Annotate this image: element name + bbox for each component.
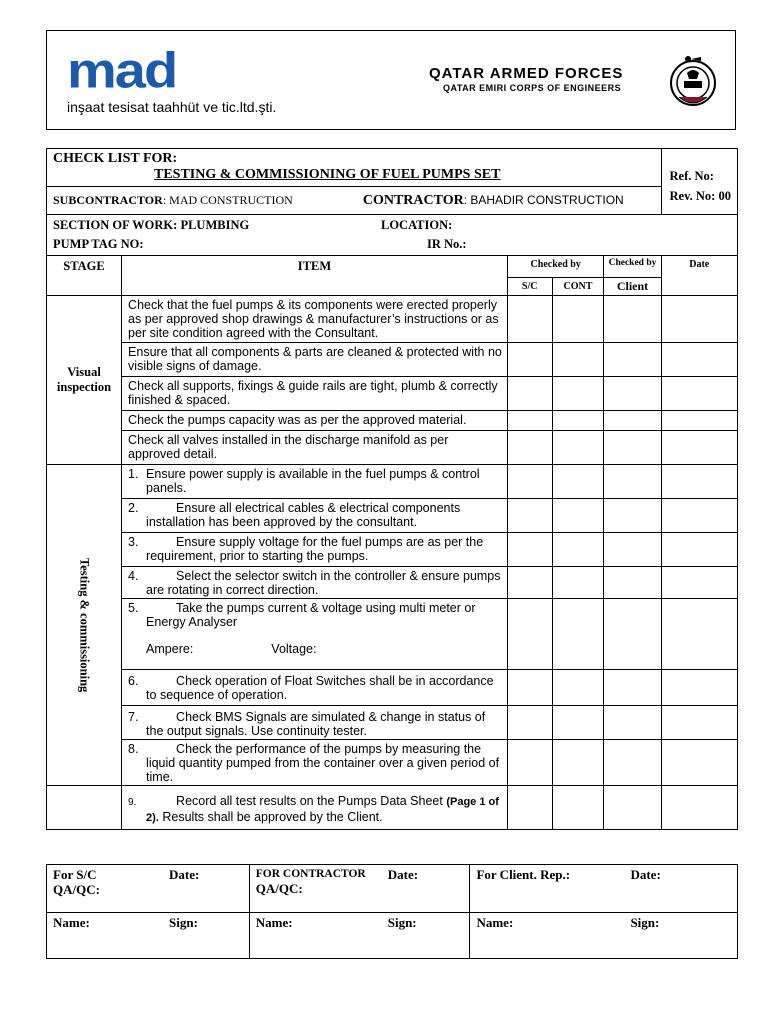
cont-check-cell[interactable] bbox=[552, 533, 604, 567]
sc-check-cell[interactable] bbox=[507, 296, 552, 343]
cont-check-cell[interactable] bbox=[552, 499, 604, 533]
voltage-label: Voltage: bbox=[271, 642, 317, 656]
stage-column-header: STAGE bbox=[47, 256, 122, 296]
testing-item-1 bbox=[122, 465, 508, 499]
sc-check-cell[interactable] bbox=[507, 670, 552, 706]
section-of-work: SECTION OF WORK: PLUMBING bbox=[53, 218, 250, 232]
stage-visual-inspection: Visual inspection bbox=[47, 296, 122, 465]
contractor-sign-label: Sign: bbox=[387, 915, 417, 930]
client-check-cell[interactable] bbox=[604, 670, 661, 706]
ampere-label: Ampere: bbox=[146, 642, 194, 656]
document-header bbox=[46, 30, 736, 130]
cont-check-cell[interactable] bbox=[552, 465, 604, 499]
date-cell[interactable] bbox=[661, 499, 738, 533]
testing-item-5 bbox=[122, 599, 508, 670]
date-cell[interactable] bbox=[661, 296, 738, 343]
date-cell[interactable] bbox=[661, 533, 738, 567]
sc-qaqc-cell[interactable] bbox=[47, 865, 250, 913]
stage-testing-commissioning-cell bbox=[47, 465, 122, 786]
cont-check-cell[interactable] bbox=[552, 599, 604, 670]
item-number: 7. bbox=[128, 710, 139, 724]
date-cell[interactable] bbox=[661, 599, 738, 670]
date-cell[interactable] bbox=[661, 465, 738, 499]
item-number: 6. bbox=[128, 674, 139, 688]
ref-rev-cell bbox=[661, 149, 738, 215]
ir-no-label: IR No.: bbox=[427, 237, 467, 251]
client-check-cell[interactable] bbox=[604, 533, 661, 567]
contractor-qaqc-cell[interactable] bbox=[249, 865, 470, 913]
testing-item-6 bbox=[122, 670, 508, 706]
contractor-name-label: Name: bbox=[255, 915, 293, 930]
item-number: 1. bbox=[128, 467, 139, 481]
date-cell[interactable] bbox=[661, 377, 738, 411]
client-check-cell[interactable] bbox=[604, 499, 661, 533]
sc-name-sign-cell[interactable] bbox=[47, 913, 250, 959]
date-cell[interactable] bbox=[661, 706, 738, 740]
testing-item-9 bbox=[122, 786, 508, 830]
contractor-qaqc-label: FOR CONTRACTOR bbox=[255, 868, 366, 880]
organization-title: QATAR ARMED FORCES bbox=[429, 65, 624, 82]
checklist-table bbox=[46, 148, 738, 830]
date-cell[interactable] bbox=[661, 786, 738, 830]
item-number: 8. bbox=[128, 742, 139, 756]
rev-no-label: Rev. No: 00 bbox=[669, 189, 731, 203]
visual-item-4: Check the pumps capacity was as per the approved material. bbox=[122, 411, 508, 431]
visual-item-5: Check all valves installed in the discharge manifold as per approved detail. bbox=[122, 431, 508, 465]
testing-item-4 bbox=[122, 567, 508, 599]
client-check-cell[interactable] bbox=[604, 599, 661, 670]
cont-check-cell[interactable] bbox=[552, 567, 604, 599]
sc-qaqc-label: For S/C QA/QC: bbox=[53, 867, 100, 897]
cont-check-cell[interactable] bbox=[552, 706, 604, 740]
cont-check-cell[interactable] bbox=[552, 296, 604, 343]
sc-column-header: S/C bbox=[507, 278, 552, 296]
ref-no-label: Ref. No: bbox=[669, 169, 714, 183]
signature-table bbox=[46, 864, 738, 959]
cont-check-cell[interactable] bbox=[552, 740, 604, 786]
cont-check-cell[interactable] bbox=[552, 343, 604, 377]
item-column-header: ITEM bbox=[122, 256, 508, 296]
client-date-label: Date: bbox=[630, 867, 661, 882]
client-name-label: Name: bbox=[476, 915, 514, 930]
cont-check-cell[interactable] bbox=[552, 670, 604, 706]
client-rep-label: For Client. Rep.: bbox=[476, 867, 571, 882]
work-info-cell bbox=[47, 215, 738, 256]
date-cell[interactable] bbox=[661, 343, 738, 377]
visual-item-3: Check all supports, fixings & guide rails are tight, plumb & correctly finished & spaced. bbox=[122, 377, 508, 411]
client-check-cell[interactable] bbox=[604, 377, 661, 411]
sc-check-cell[interactable] bbox=[507, 740, 552, 786]
item-text: Record all test results on the Pumps Data Sheet bbox=[176, 794, 447, 808]
date-cell[interactable] bbox=[661, 740, 738, 786]
cont-check-cell[interactable] bbox=[552, 431, 604, 465]
item-number: 5. bbox=[128, 601, 139, 615]
page-reference: (Page 1 of 2). bbox=[146, 796, 499, 824]
client-check-cell[interactable] bbox=[604, 431, 661, 465]
testing-item-7 bbox=[122, 706, 508, 740]
subcontractor-label: SUBCONTRACTOR bbox=[53, 193, 163, 207]
date-cell[interactable] bbox=[661, 411, 738, 431]
date-column-header: Date bbox=[661, 256, 738, 296]
item-text: Check BMS Signals are simulated & change in status of the output signals. Use continuity tester. bbox=[146, 710, 486, 738]
sc-check-cell[interactable] bbox=[507, 411, 552, 431]
sc-date-label: Date: bbox=[169, 867, 200, 882]
sc-sign-label: Sign: bbox=[169, 915, 198, 930]
contractor-value: : BAHADIR CONSTRUCTION bbox=[463, 193, 624, 207]
date-cell[interactable] bbox=[661, 431, 738, 465]
stage-testing-commissioning: Testing & commissioning bbox=[77, 557, 92, 693]
cont-check-cell[interactable] bbox=[552, 377, 604, 411]
client-check-cell[interactable] bbox=[604, 296, 661, 343]
organization-subtitle: QATAR EMIRI CORPS OF ENGINEERS bbox=[443, 83, 622, 93]
item-number: 9. bbox=[128, 797, 137, 808]
checked-by-client-header: Checked by bbox=[604, 256, 661, 278]
client-column-header: Client bbox=[604, 278, 661, 296]
visual-item-1: Check that the fuel pumps & its components were erected properly as per approved shop drawings & manufacturer’s instructions or as per site condition agreed with the Consultant. bbox=[122, 296, 508, 343]
contractor-name-sign-cell[interactable] bbox=[249, 913, 470, 959]
item-text: Ensure supply voltage for the fuel pumps are as per the requirement, prior to starting the pumps. bbox=[146, 535, 484, 563]
subcontractor-value: : MAD CONSTRUCTION bbox=[162, 193, 293, 207]
item-text: Ensure all electrical cables & electrical components installation has been approved by the consultant. bbox=[146, 501, 461, 529]
sc-check-cell[interactable] bbox=[507, 499, 552, 533]
sc-name-label: Name: bbox=[53, 915, 90, 930]
parties-cell bbox=[47, 187, 662, 215]
company-subtitle: inşaat tesisat taahhüt ve tic.ltd.şti. bbox=[67, 99, 277, 115]
client-check-cell[interactable] bbox=[604, 465, 661, 499]
item-number: 2. bbox=[128, 501, 139, 515]
sc-check-cell[interactable] bbox=[507, 343, 552, 377]
item-text: Take the pumps current & voltage using multi meter or Energy Analyser bbox=[146, 601, 476, 629]
item-number: 3. bbox=[128, 535, 139, 549]
sc-check-cell[interactable] bbox=[507, 465, 552, 499]
company-logo: mad bbox=[67, 41, 177, 99]
item-text: Select the selector switch in the controller & ensure pumps are rotating in correct direction. bbox=[146, 569, 501, 597]
check-list-for-label: CHECK LIST FOR: bbox=[53, 151, 178, 166]
emblem-icon bbox=[667, 53, 719, 109]
client-rep-cell[interactable] bbox=[470, 865, 738, 913]
item-text: Check the performance of the pumps by measuring the liquid quantity pumped from the container over a given period of time. bbox=[146, 742, 500, 784]
date-cell[interactable] bbox=[661, 670, 738, 706]
client-check-cell[interactable] bbox=[604, 740, 661, 786]
date-cell[interactable] bbox=[661, 567, 738, 599]
visual-item-2: Ensure that all components & parts are cleaned & protected with no visible signs of damage. bbox=[122, 343, 508, 377]
testing-item-3 bbox=[122, 533, 508, 567]
sc-check-cell[interactable] bbox=[507, 567, 552, 599]
client-check-cell[interactable] bbox=[604, 706, 661, 740]
sc-check-cell[interactable] bbox=[507, 431, 552, 465]
sc-check-cell[interactable] bbox=[507, 533, 552, 567]
contractor-label: CONTRACTOR bbox=[362, 193, 464, 208]
contractor-qaqc-sublabel: QA/QC: bbox=[255, 881, 303, 896]
pump-tag-label: PUMP TAG NO: bbox=[53, 237, 144, 251]
sc-check-cell[interactable] bbox=[507, 377, 552, 411]
sc-check-cell[interactable] bbox=[507, 599, 552, 670]
sc-check-cell[interactable] bbox=[507, 786, 552, 830]
client-check-cell[interactable] bbox=[604, 343, 661, 377]
testing-item-8 bbox=[122, 740, 508, 786]
cont-column-header: CONT bbox=[552, 278, 604, 296]
item-number: 4. bbox=[128, 569, 139, 583]
client-sign-label: Sign: bbox=[630, 915, 660, 930]
cont-check-cell[interactable] bbox=[552, 786, 604, 830]
client-check-cell[interactable] bbox=[604, 786, 661, 830]
client-check-cell[interactable] bbox=[604, 411, 661, 431]
client-name-sign-cell[interactable] bbox=[470, 913, 738, 959]
checklist-title-cell bbox=[47, 149, 662, 187]
testing-item-2 bbox=[122, 499, 508, 533]
checked-by-header: Checked by bbox=[507, 256, 604, 278]
checklist-title: TESTING & COMMISSIONING OF FUEL PUMPS SET bbox=[154, 167, 501, 182]
cont-check-cell[interactable] bbox=[552, 411, 604, 431]
sc-check-cell[interactable] bbox=[507, 706, 552, 740]
item-text-continued: Results shall be approved by the Client. bbox=[158, 810, 383, 824]
stage-empty-cell bbox=[47, 786, 122, 830]
item-text: Ensure power supply is available in the fuel pumps & control panels. bbox=[146, 467, 480, 495]
location-label: LOCATION: bbox=[381, 218, 453, 232]
client-check-cell[interactable] bbox=[604, 567, 661, 599]
item-text: Check operation of Float Switches shall be in accordance to sequence of operation. bbox=[146, 674, 494, 702]
contractor-date-label: Date: bbox=[387, 867, 419, 882]
